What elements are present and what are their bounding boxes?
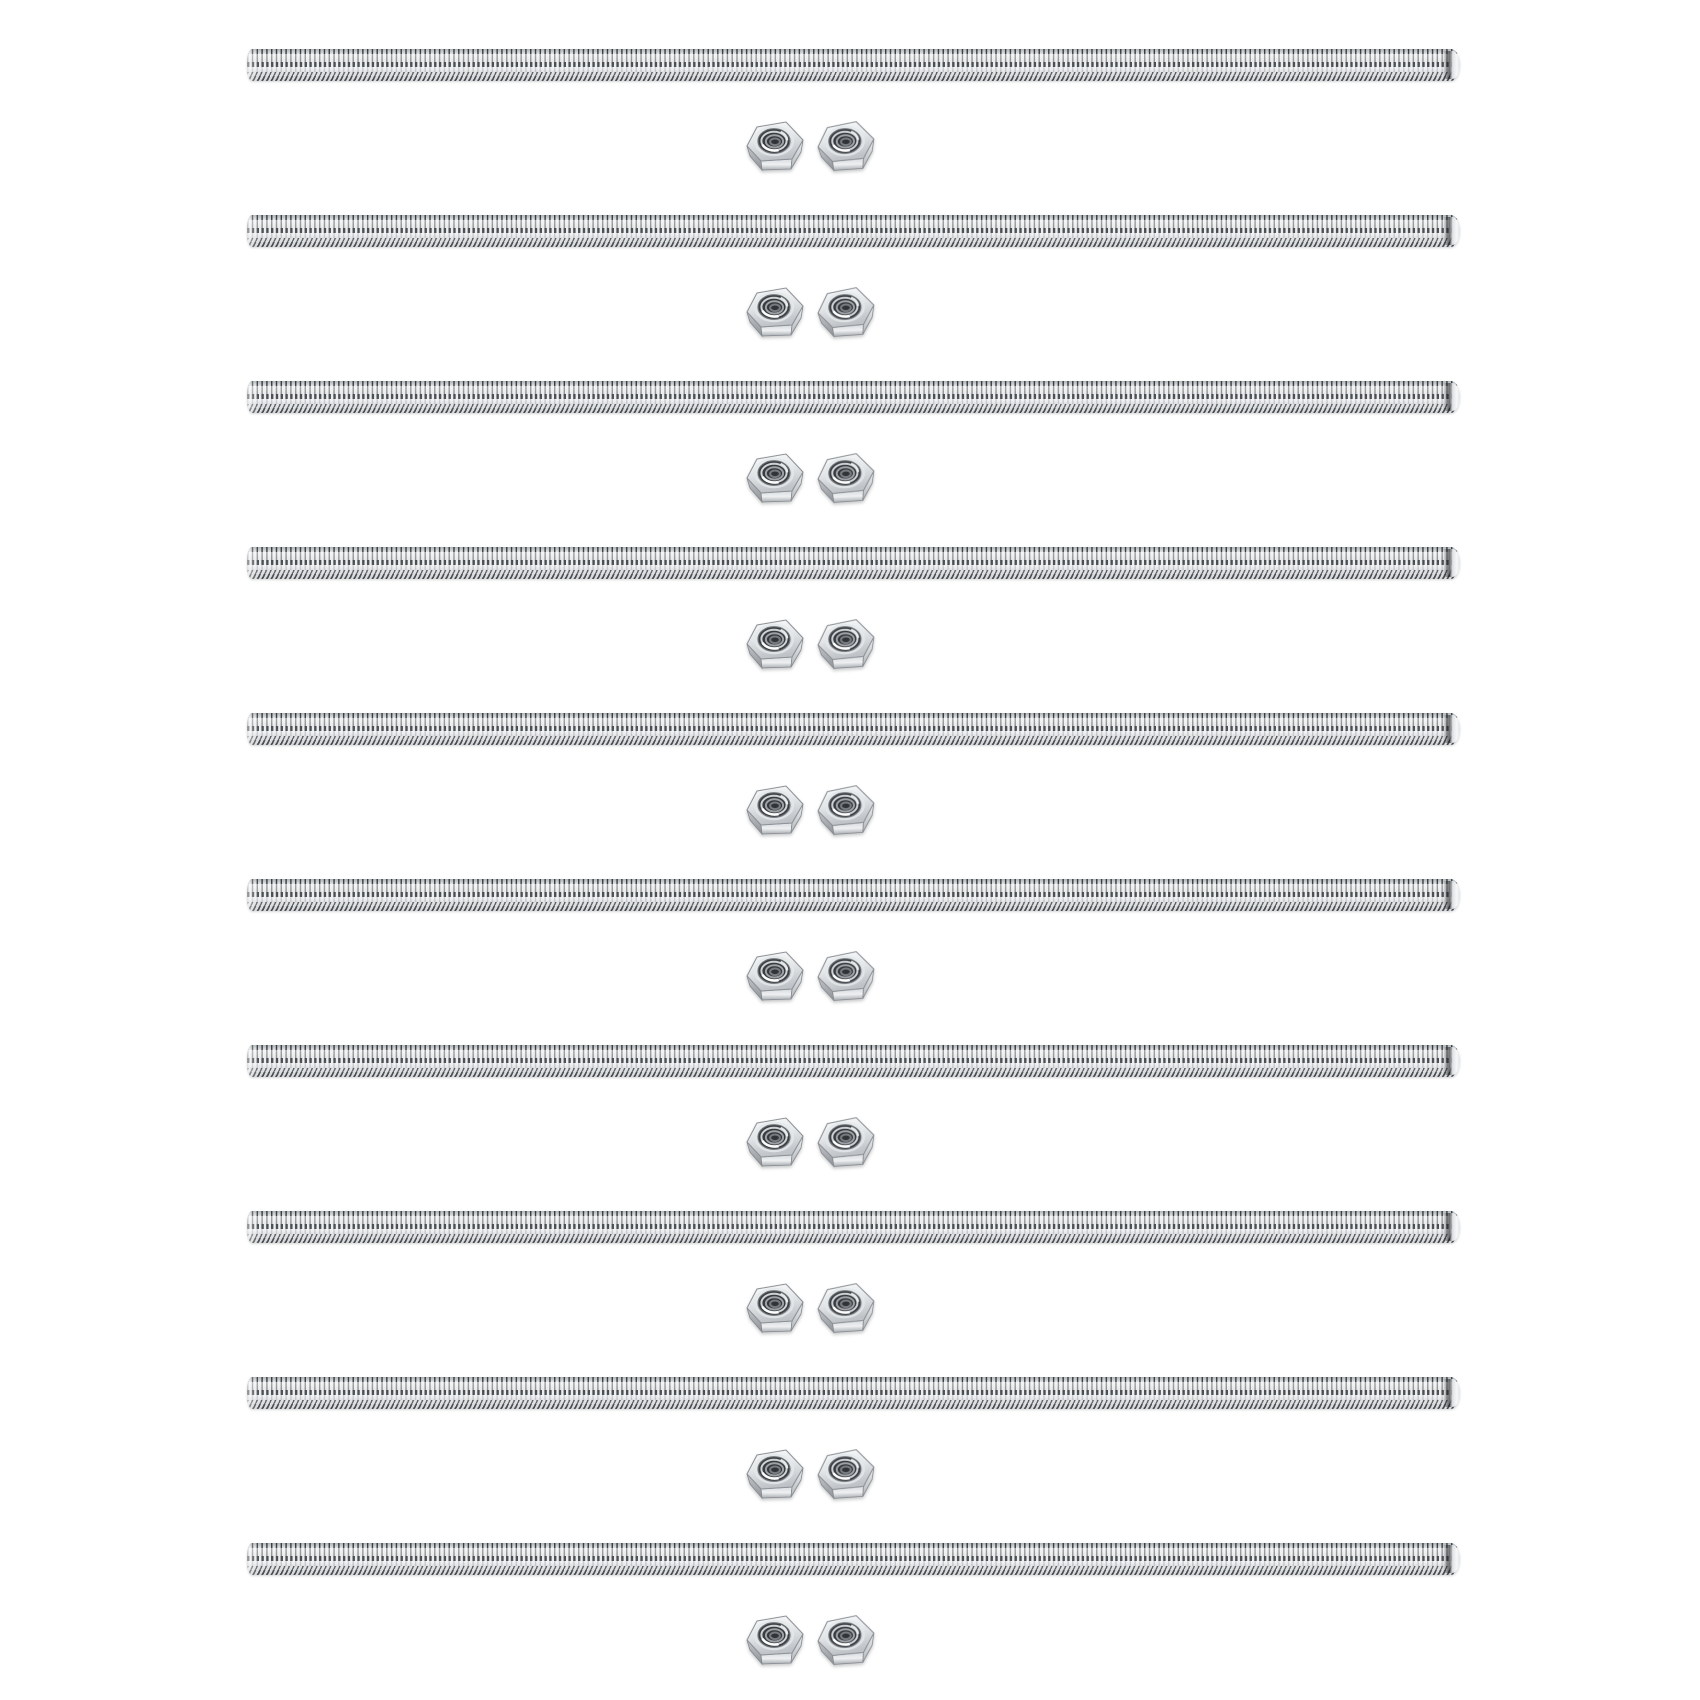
threaded-rod [247, 215, 1460, 247]
hex-nut-icon [744, 1445, 806, 1501]
hex-nut-icon [744, 615, 806, 671]
nut-pair [744, 449, 877, 505]
hex-nut-icon [814, 946, 878, 1004]
nut-pair [744, 1611, 877, 1667]
nut-pair [744, 947, 877, 1003]
threaded-rod [247, 1377, 1460, 1409]
hex-nut-icon [744, 449, 806, 505]
hex-nut-icon [814, 614, 878, 672]
nut-pair [744, 117, 877, 173]
threaded-rod [247, 1045, 1460, 1077]
threaded-rod [247, 381, 1460, 413]
nut-pair [744, 1113, 877, 1169]
hex-nut-icon [814, 282, 878, 340]
nut-pair [744, 1445, 877, 1501]
hex-nut-icon [744, 947, 806, 1003]
hex-nut-icon [744, 1611, 806, 1667]
hex-nut-icon [814, 1112, 878, 1170]
nut-pair [744, 283, 877, 339]
hex-nut-icon [814, 448, 878, 506]
hex-nut-icon [814, 1610, 878, 1668]
hex-nut-icon [814, 1278, 878, 1336]
hex-nut-icon [814, 1444, 878, 1502]
hex-nut-icon [814, 780, 878, 838]
threaded-rod [247, 547, 1460, 579]
threaded-rod [247, 1543, 1460, 1575]
hex-nut-icon [744, 1113, 806, 1169]
threaded-rod [247, 879, 1460, 911]
threaded-rod [247, 49, 1460, 81]
hex-nut-icon [814, 116, 878, 174]
nut-pair [744, 615, 877, 671]
hex-nut-icon [744, 1279, 806, 1335]
nut-pair [744, 781, 877, 837]
threaded-rod [247, 713, 1460, 745]
hex-nut-icon [744, 781, 806, 837]
threaded-rod [247, 1211, 1460, 1243]
hex-nut-icon [744, 283, 806, 339]
hex-nut-icon [744, 117, 806, 173]
nut-pair [744, 1279, 877, 1335]
